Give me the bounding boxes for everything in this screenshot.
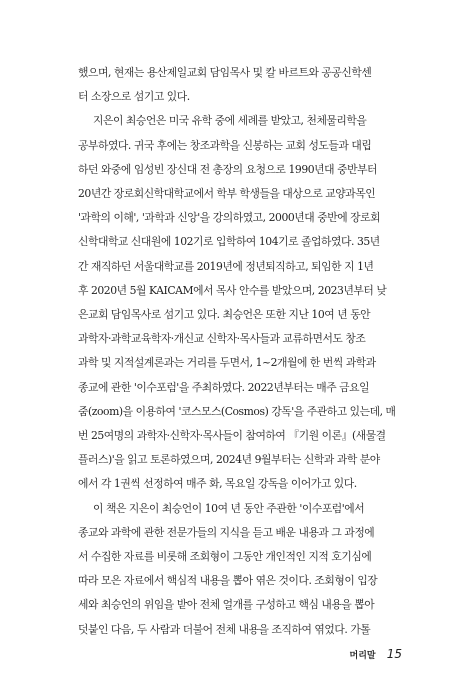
text-line: '과학의 이해', '과학과 신앙'을 강의하였고, 2000년대 중반에 장로회 xyxy=(78,211,381,225)
text-line: 덧붙인 다음, 두 사람과 더불어 전체 내용을 조직하여 엮었다. 가톨 xyxy=(78,622,371,636)
text-line: 세와 최승언의 위임을 받아 전체 얼개를 구성하고 핵심 내용을 뽑아 xyxy=(78,598,375,612)
text-line: 했으며, 현재는 용산제일교회 담임목사 및 칼 바르트와 공공신학센 xyxy=(78,66,372,79)
text-line: 종교에 관한 '이수포럼'을 주최하였다. 2022년부터는 매주 금요일 xyxy=(78,380,370,394)
text-line: 번 25여명의 과학자·신학자·목사들이 참여하여 『기원 이론』(새물결 xyxy=(78,429,386,443)
text-line: 하던 와중에 임성빈 장신대 전 총장의 요청으로 1990년대 중반부터 xyxy=(78,162,378,176)
text-line: 플러스)'을 읽고 토론하였으며, 2024년 9월부터는 신학과 과학 분야 xyxy=(78,453,380,467)
text-line: 이 책은 지은이 최승언이 10여 년 동안 주관한 '이수포럼'에서 xyxy=(93,501,365,515)
text-line: 후 2020년 5월 KAICAM에서 목사 안수를 받았으며, 2023년부터 낮 xyxy=(78,283,387,297)
text-line: 터 소장으로 섬기고 있다. xyxy=(78,90,190,104)
text-line: 지은이 최승언은 미국 유학 중에 세례를 받았고, 천체물리학을 xyxy=(93,114,367,128)
text-line: 종교와 과학에 관한 전문가들의 지식을 듣고 배운 내용과 그 과정에 xyxy=(78,525,375,539)
text-line: 간 재직하던 서울대학교를 2019년에 정년퇴직하고, 퇴임한 지 1년 xyxy=(78,259,374,273)
page-number: 15 xyxy=(386,647,402,661)
text-line: 따라 모은 자료에서 핵심적 내용을 뽑아 엮은 것이다. 조회형이 입장 xyxy=(78,574,378,588)
text-line: 과학 및 지적설계론과는 거리를 두면서, 1~2개월에 한 번씩 과학과 xyxy=(78,356,376,370)
text-line: 서 수집한 자료를 비롯해 조회형이 그동안 개인적인 지적 호기심에 xyxy=(78,550,372,564)
body-text xyxy=(78,61,398,642)
text-line: 신학대학교 신대원에 102기로 입학하여 104기로 졸업하였다. 35년 xyxy=(78,235,380,249)
page-footer xyxy=(350,643,402,662)
text-line: 은교회 담임목사로 섬기고 있다. 최승언은 또한 지난 10여 년 동안 xyxy=(78,308,371,322)
text-line: 20년간 장로회신학대학교에서 학부 학생들을 대상으로 교양과목인 xyxy=(78,187,376,201)
text-line: 줌(zoom)을 이용하여 '코스모스(Cosmos) 강독'을 주관하고 있는데, 매 xyxy=(78,404,396,418)
text-line: 과학자·과학교육학자·개신교 신학자·목사들과 교류하면서도 창조 xyxy=(78,332,366,346)
running-footer-section: 머리말 xyxy=(349,651,376,661)
text-line: 에서 각 1권씩 선정하여 매주 화, 목요일 강독을 이어가고 있다. xyxy=(78,477,357,491)
text-line: 공부하였다. 귀국 후에는 창조과학을 신봉하는 교회 성도들과 대립 xyxy=(78,138,372,152)
